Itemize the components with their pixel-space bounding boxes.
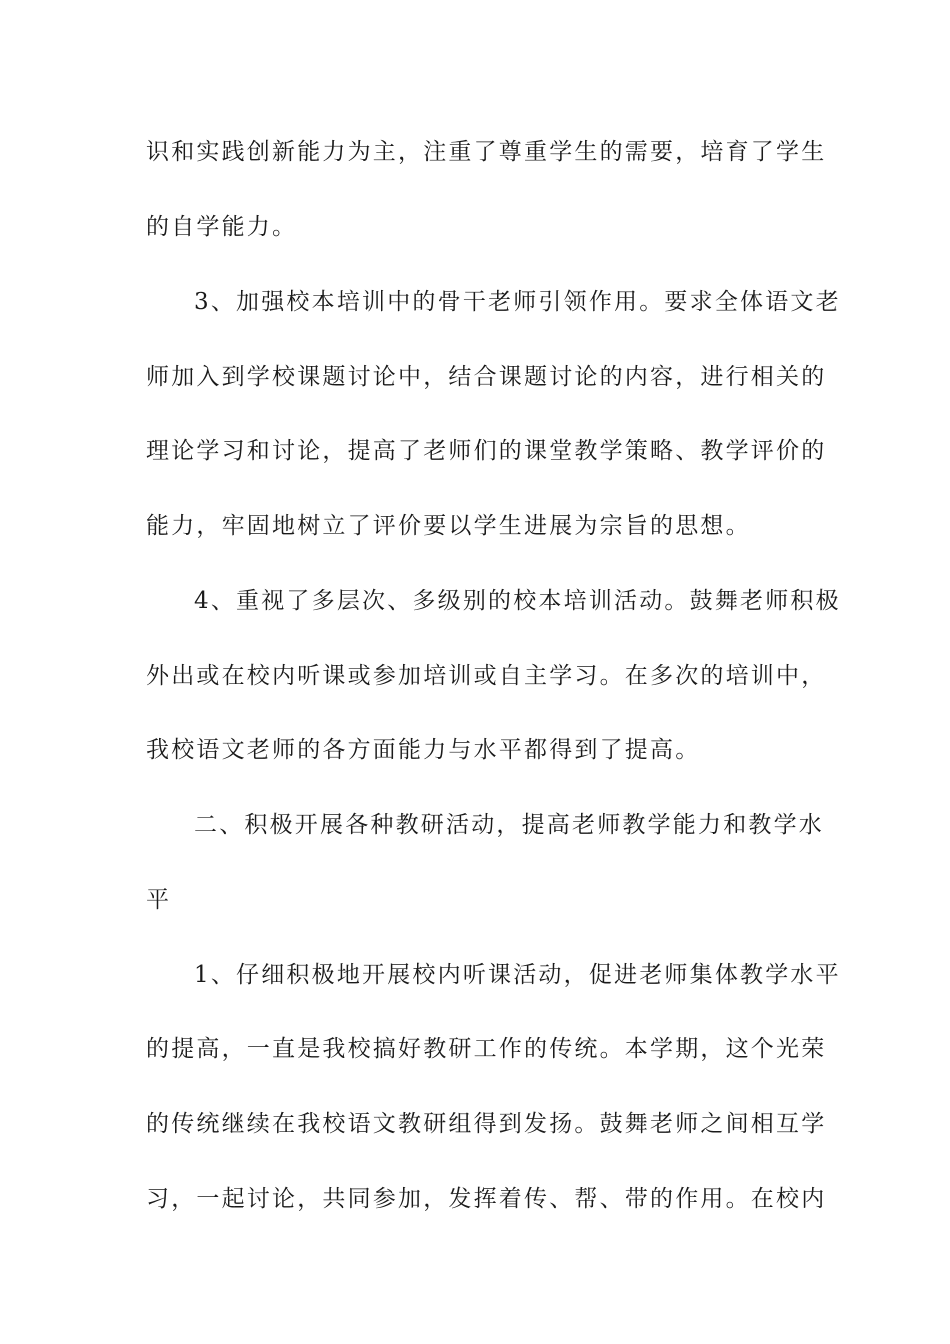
text-line: 理论学习和讨论，提高了老师们的课堂教学策略、教学评价的 — [146, 438, 827, 464]
text-line: 外出或在校内听课或参加培训或自主学习。在多次的培训中， — [146, 663, 827, 689]
section-heading-cont: 平 — [146, 887, 172, 913]
section-heading: 二、积极开展各种教研活动，提高老师教学能力和教学水 — [194, 812, 824, 838]
text-line: 能力，牢固地树立了评价要以学生进展为宗旨的思想。 — [146, 513, 751, 539]
text-line: 习，一起讨论，共同参加，发挥着传、帮、带的作用。在校内 — [146, 1186, 827, 1212]
paragraph-4-start: 4、重视了多层次、多级别的校本培训活动。鼓舞老师积极 — [194, 588, 841, 614]
text-line: 识和实践创新能力为主，注重了尊重学生的需要，培育了学生 — [146, 139, 827, 165]
text-line: 我校语文老师的各方面能力与水平都得到了提高。 — [146, 737, 701, 763]
text-line: 的自学能力。 — [146, 214, 298, 240]
paragraph-1-start: 1、仔细积极地开展校内听课活动，促进老师集体教学水平 — [194, 962, 841, 988]
paragraph-3-start: 3、加强校本培训中的骨干老师引领作用。要求全体语文老 — [194, 289, 841, 315]
text-line: 师加入到学校课题讨论中，结合课题讨论的内容，进行相关的 — [146, 364, 827, 390]
text-line: 的传统继续在我校语文教研组得到发扬。鼓舞老师之间相互学 — [146, 1111, 827, 1137]
text-line: 的提高，一直是我校搞好教研工作的传统。本学期，这个光荣 — [146, 1036, 827, 1062]
